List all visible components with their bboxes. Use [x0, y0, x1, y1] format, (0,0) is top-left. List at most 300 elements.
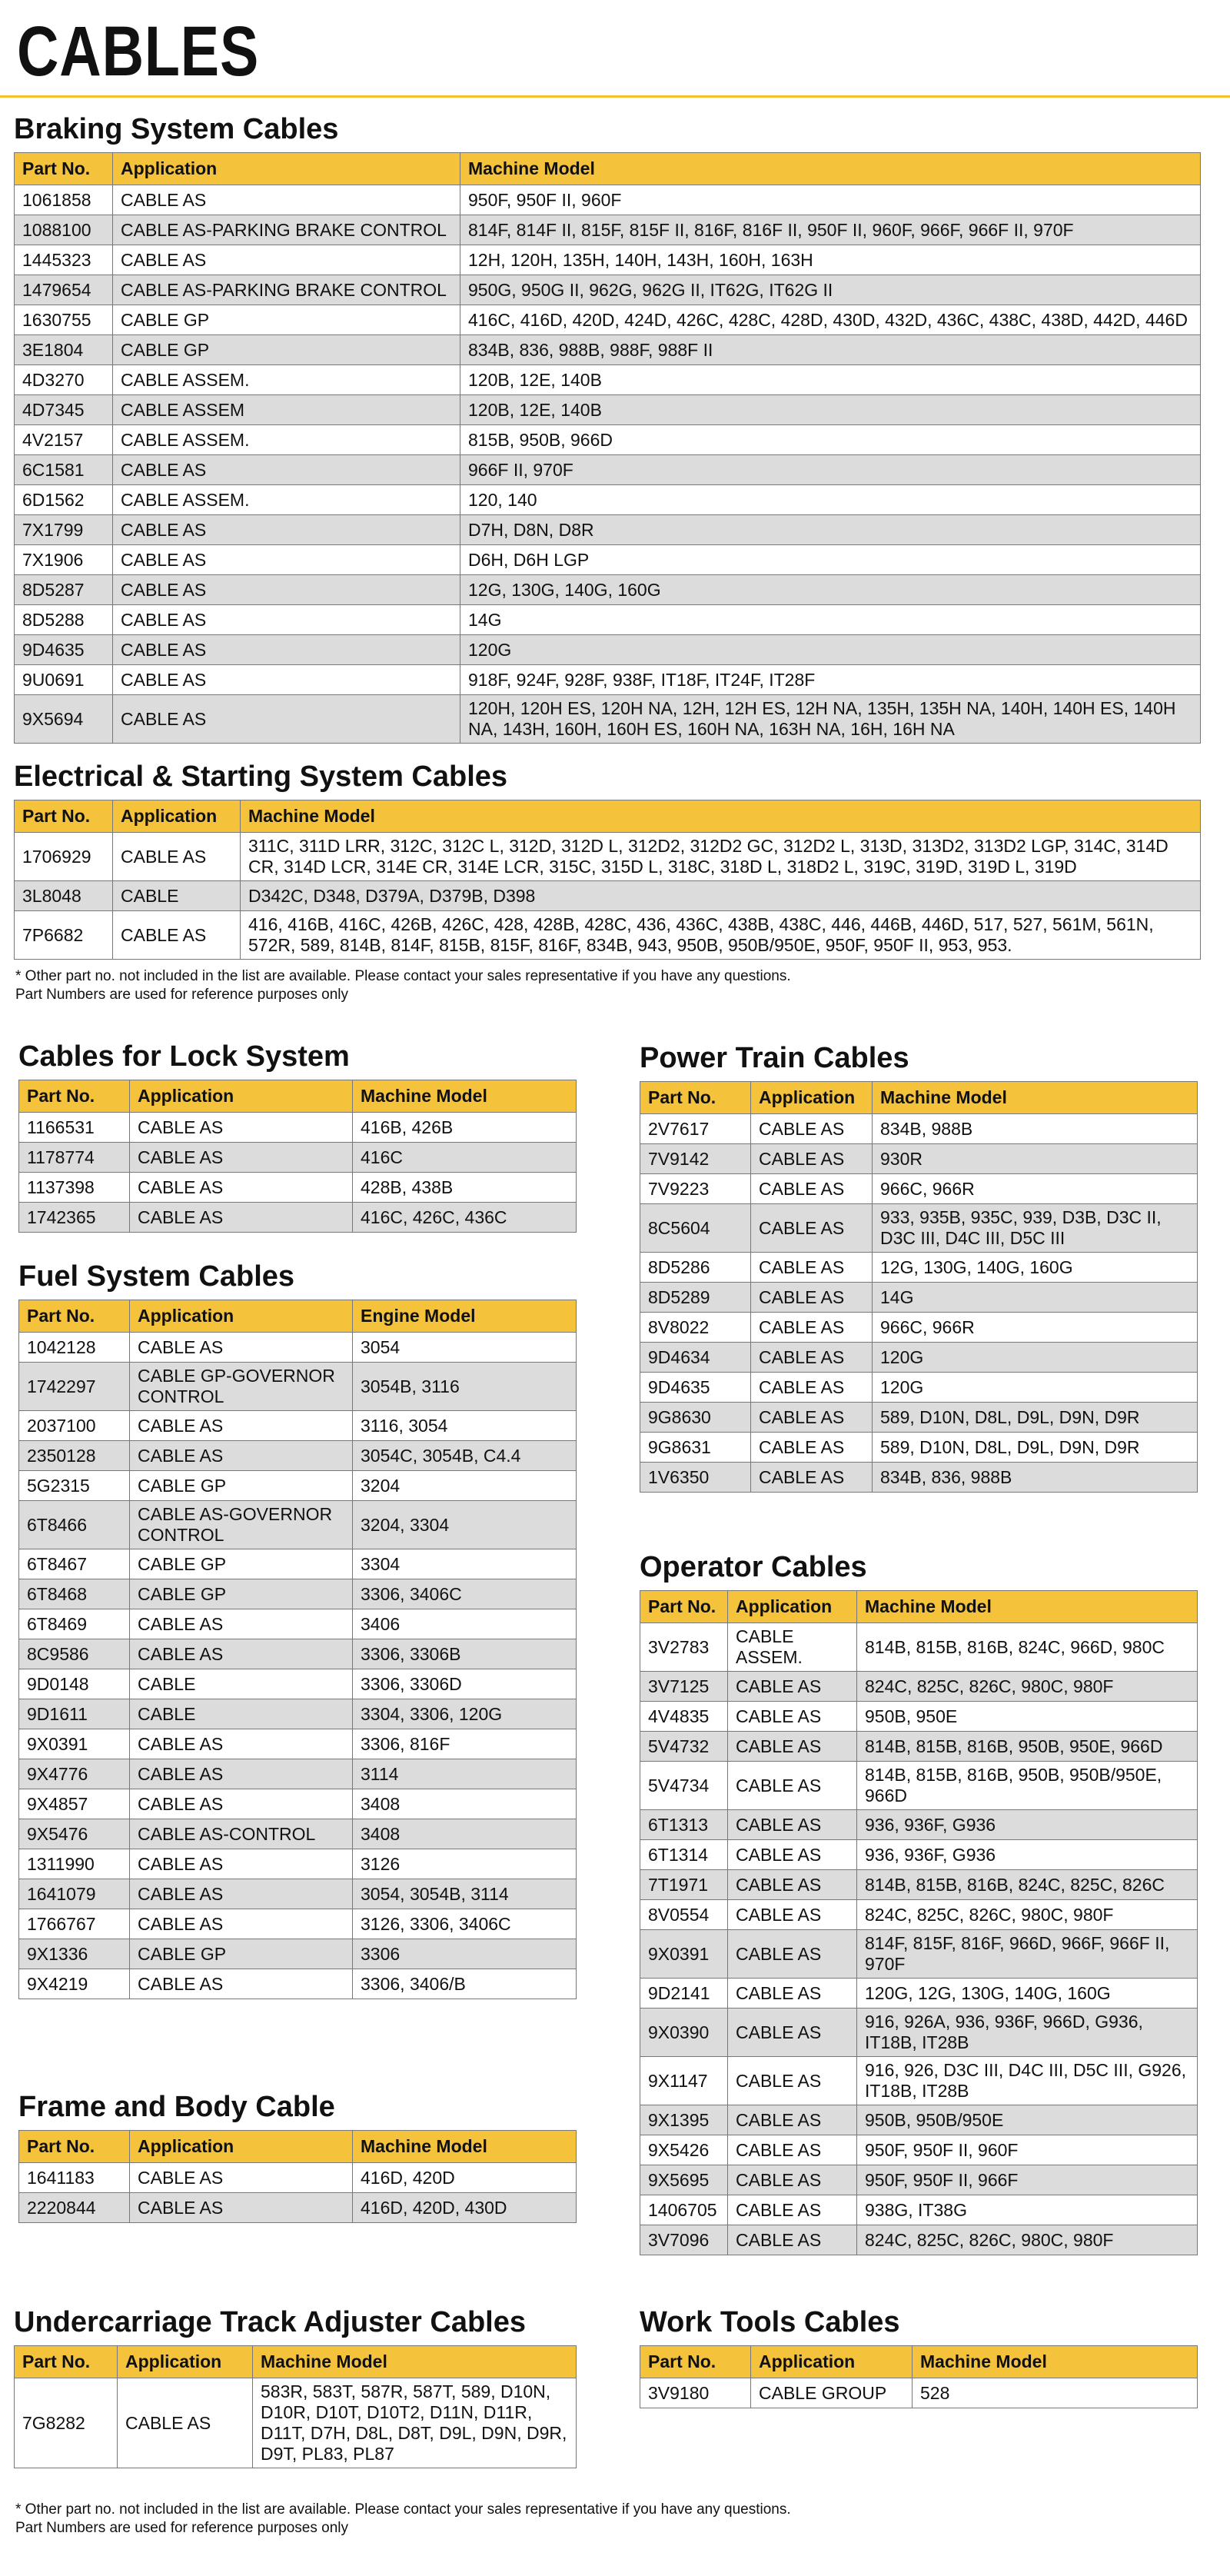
cell-application: CABLE AS: [751, 1174, 873, 1204]
cell-part-no: 7G8282: [15, 2378, 118, 2468]
table-row: [640, 1343, 1198, 1373]
header-part-no: Part No.: [640, 2346, 751, 2378]
cell-model: 416C, 416D, 420D, 424D, 426C, 428C, 428D, 430D, 432D, 436C, 438C, 438D, 442D, 446D: [460, 305, 1201, 335]
header-machine-model: Machine Model: [873, 1082, 1198, 1114]
header-application: Application: [113, 153, 460, 185]
cell-application: CABLE AS: [728, 1930, 857, 1979]
table-row: [15, 275, 1201, 305]
table-row: [19, 1143, 577, 1173]
table-row: [19, 1789, 577, 1819]
cell-model: 3116, 3054: [353, 1411, 577, 1441]
cell-model: 834B, 836, 988B, 988F, 988F II: [460, 335, 1201, 365]
cell-application: CABLE ASSEM.: [113, 365, 460, 395]
table-row: [19, 1639, 577, 1669]
cell-part-no: 9D1611: [19, 1699, 130, 1729]
cell-model: 916, 926, D3C III, D4C III, D5C III, G926, IT18B, IT28B: [857, 2057, 1198, 2105]
cell-model: 918F, 924F, 928F, 938F, IT18F, IT24F, IT28F: [460, 665, 1201, 695]
cell-model: 3054C, 3054B, C4.4: [353, 1441, 577, 1471]
cell-model: 3406: [353, 1609, 577, 1639]
table-row: [15, 455, 1201, 485]
cell-model: 12H, 120H, 135H, 140H, 143H, 160H, 163H: [460, 245, 1201, 275]
cell-part-no: 6T8468: [19, 1579, 130, 1609]
cell-part-no: 1061858: [15, 185, 113, 215]
cell-part-no: 4D7345: [15, 395, 113, 425]
cell-application: CABLE AS: [113, 455, 460, 485]
section-title: Operator Cables: [640, 1551, 867, 1583]
note-line-1: * Other part no. not included in the list are available. Please contact your sales representative if you have any questions.: [15, 2501, 791, 2518]
cell-part-no: 1311990: [19, 1849, 130, 1879]
cell-application: CABLE AS: [113, 911, 241, 960]
table-row: [640, 1403, 1198, 1433]
table-row: [19, 1579, 577, 1609]
header-part-no: Part No.: [15, 2346, 118, 2378]
table-row: [19, 1939, 577, 1969]
cell-part-no: 2350128: [19, 1441, 130, 1471]
cell-application: CABLE AS: [751, 1463, 873, 1493]
cell-model: 834B, 836, 988B: [873, 1463, 1198, 1493]
cell-model: 936, 936F, G936: [857, 1840, 1198, 1870]
cell-model: 814B, 815B, 816B, 950B, 950B/950E, 966D: [857, 1762, 1198, 1810]
cell-part-no: 8D5288: [15, 605, 113, 635]
section-title: Frame and Body Cable: [18, 2091, 335, 2123]
cell-application: CABLE AS: [130, 1609, 353, 1639]
cell-application: CABLE AS: [751, 1433, 873, 1463]
lock-table: [18, 1080, 577, 1233]
table-row: [640, 1840, 1198, 1870]
table-row: [19, 1879, 577, 1909]
cell-model: 814F, 815F, 816F, 966D, 966F, 966F II, 970F: [857, 1930, 1198, 1979]
table-row: [15, 395, 1201, 425]
section-undercarriage: [14, 2305, 577, 2468]
table-row: [640, 1463, 1198, 1493]
cell-part-no: 9X5476: [19, 1819, 130, 1849]
cell-application: CABLE AS: [728, 2225, 857, 2255]
cell-application: CABLE GP: [113, 335, 460, 365]
table-row: [640, 1762, 1198, 1810]
table-row: [19, 1699, 577, 1729]
cell-part-no: 9X0391: [19, 1729, 130, 1759]
table-row: [640, 1283, 1198, 1313]
table-row: [640, 1114, 1198, 1144]
table-row: [640, 1313, 1198, 1343]
cell-part-no: 4V4835: [640, 1702, 728, 1732]
table-row: [640, 1144, 1198, 1174]
cell-part-no: 9U0691: [15, 665, 113, 695]
cell-part-no: 9X4857: [19, 1789, 130, 1819]
cell-application: CABLE AS: [113, 695, 460, 744]
cell-part-no: 5G2315: [19, 1471, 130, 1501]
cell-part-no: 6T8467: [19, 1549, 130, 1579]
table-row: [19, 1549, 577, 1579]
table-row: [15, 575, 1201, 605]
table-row: [640, 1433, 1198, 1463]
table-row: [19, 1471, 577, 1501]
cell-model: 120B, 12E, 140B: [460, 365, 1201, 395]
cell-application: CABLE AS: [113, 833, 241, 881]
cell-part-no: 9X5694: [15, 695, 113, 744]
cell-part-no: 9G8631: [640, 1433, 751, 1463]
table-row: [15, 881, 1201, 911]
table-row: [19, 1759, 577, 1789]
cell-model: 930R: [873, 1144, 1198, 1174]
note-line-2: Part Numbers are used for reference purposes only: [15, 987, 348, 1003]
cell-part-no: 1166531: [19, 1113, 130, 1143]
header-application: Application: [130, 1080, 353, 1113]
cell-part-no: 9D2141: [640, 1979, 728, 2009]
table-row: [19, 1363, 577, 1411]
note-line-1: * Other part no. not included in the list are available. Please contact your sales representative if you have any questions.: [15, 968, 791, 984]
cell-application: CABLE AS: [751, 1114, 873, 1144]
cell-application: CABLE AS: [728, 2105, 857, 2135]
cell-model: 528: [913, 2378, 1198, 2408]
table-row: [640, 1979, 1198, 2009]
cell-part-no: 9G8630: [640, 1403, 751, 1433]
cell-application: CABLE AS: [113, 515, 460, 545]
section-frame: [18, 2090, 577, 2223]
cell-model: 3054: [353, 1333, 577, 1363]
cell-application: CABLE AS: [130, 1909, 353, 1939]
cell-application: CABLE AS: [728, 1762, 857, 1810]
table-row: [15, 635, 1201, 665]
cell-part-no: 7X1799: [15, 515, 113, 545]
cell-application: CABLE AS: [130, 1441, 353, 1471]
header-application: Application: [130, 1300, 353, 1333]
cell-application: CABLE AS: [130, 1879, 353, 1909]
cell-part-no: 1630755: [15, 305, 113, 335]
operator-table: [640, 1590, 1198, 2255]
table-row: [19, 1849, 577, 1879]
cell-model: 933, 935B, 935C, 939, D3B, D3C II, D3C III, D4C III, D5C III: [873, 1204, 1198, 1253]
table-row: [640, 1810, 1198, 1840]
cell-part-no: 1178774: [19, 1143, 130, 1173]
cell-application: CABLE: [113, 881, 241, 911]
cell-part-no: 1742365: [19, 1203, 130, 1233]
cell-application: CABLE: [130, 1669, 353, 1699]
cell-model: 3304, 3306, 120G: [353, 1699, 577, 1729]
section-title: Work Tools Cables: [640, 2306, 900, 2338]
cell-model: 814F, 814F II, 815F, 815F II, 816F, 816F II, 950F II, 960F, 966F, 966F II, 970F: [460, 215, 1201, 245]
table-row: [15, 665, 1201, 695]
table-row: [15, 365, 1201, 395]
cell-application: CABLE AS: [728, 1979, 857, 2009]
cell-part-no: 9X4776: [19, 1759, 130, 1789]
section-worktools: [640, 2305, 1198, 2408]
cell-model: 416C: [353, 1143, 577, 1173]
cell-application: CABLE AS: [751, 1403, 873, 1433]
header-application: Application: [751, 2346, 913, 2378]
cell-part-no: 3V9180: [640, 2378, 751, 2408]
cell-model: D7H, D8N, D8R: [460, 515, 1201, 545]
cell-application: CABLE GROUP: [751, 2378, 913, 2408]
cell-application: CABLE AS: [728, 1732, 857, 1762]
cell-model: 950G, 950G II, 962G, 962G II, IT62G, IT62G II: [460, 275, 1201, 305]
cell-application: CABLE AS: [130, 2193, 353, 2223]
cell-model: 814B, 815B, 816B, 824C, 966D, 980C: [857, 1623, 1198, 1672]
cell-model: 3054B, 3116: [353, 1363, 577, 1411]
cell-application: CABLE AS: [728, 1810, 857, 1840]
cell-part-no: 3V7125: [640, 1672, 728, 1702]
cell-model: 966F II, 970F: [460, 455, 1201, 485]
cell-part-no: 6D1562: [15, 485, 113, 515]
cell-application: CABLE GP: [130, 1939, 353, 1969]
cell-part-no: 1641079: [19, 1879, 130, 1909]
cell-model: 3126: [353, 1849, 577, 1879]
cell-application: CABLE AS: [113, 605, 460, 635]
table-row: [640, 1253, 1198, 1283]
cell-application: CABLE AS: [751, 1144, 873, 1174]
table-row: [19, 1819, 577, 1849]
cell-part-no: 1042128: [19, 1333, 130, 1363]
cell-model: 916, 926A, 936, 936F, 966D, G936, IT18B, IT28B: [857, 2009, 1198, 2057]
cell-model: 120B, 12E, 140B: [460, 395, 1201, 425]
cell-model: 814B, 815B, 816B, 824C, 825C, 826C: [857, 1870, 1198, 1900]
cell-part-no: 8C9586: [19, 1639, 130, 1669]
cell-model: 3054, 3054B, 3114: [353, 1879, 577, 1909]
header-part-no: Part No.: [19, 2131, 130, 2163]
table-row: [15, 545, 1201, 575]
cell-model: 14G: [460, 605, 1201, 635]
cell-part-no: 1445323: [15, 245, 113, 275]
cell-part-no: 9D4635: [15, 635, 113, 665]
cell-part-no: 6T8469: [19, 1609, 130, 1639]
cell-model: 3306, 3306B: [353, 1639, 577, 1669]
cell-part-no: 9X1147: [640, 2057, 728, 2105]
footnote-bottom: [15, 2501, 791, 2538]
cell-model: D342C, D348, D379A, D379B, D398: [241, 881, 1201, 911]
cell-application: CABLE AS: [130, 1411, 353, 1441]
cell-application: CABLE AS: [130, 1203, 353, 1233]
table-row: [640, 2057, 1198, 2105]
cell-application: CABLE AS: [130, 1759, 353, 1789]
header-application: Application: [728, 1591, 857, 1623]
cell-part-no: 8D5286: [640, 1253, 751, 1283]
cell-model: 3304: [353, 1549, 577, 1579]
cell-model: 814B, 815B, 816B, 950B, 950E, 966D: [857, 1732, 1198, 1762]
cell-model: 589, D10N, D8L, D9L, D9N, D9R: [873, 1433, 1198, 1463]
cell-application: CABLE AS: [751, 1343, 873, 1373]
page-title: CABLES: [17, 12, 260, 91]
header-part-no: Part No.: [15, 153, 113, 185]
table-row: [19, 1333, 577, 1363]
frame-table: [18, 2130, 577, 2223]
cell-application: CABLE AS: [118, 2378, 253, 2468]
cell-application: CABLE AS: [751, 1283, 873, 1313]
cell-application: CABLE AS: [113, 665, 460, 695]
cell-model: 120G, 12G, 130G, 140G, 160G: [857, 1979, 1198, 2009]
cell-model: 966C, 966R: [873, 1174, 1198, 1204]
cell-application: CABLE AS: [751, 1253, 873, 1283]
header-part-no: Part No.: [15, 800, 113, 833]
cell-part-no: 8D5287: [15, 575, 113, 605]
note-line-2: Part Numbers are used for reference purposes only: [15, 2520, 348, 2536]
cell-part-no: 7P6682: [15, 911, 113, 960]
cell-part-no: 6T8466: [19, 1501, 130, 1549]
section-title: Cables for Lock System: [18, 1040, 350, 1073]
table-row: [15, 911, 1201, 960]
cell-application: CABLE GP: [113, 305, 460, 335]
braking-table: [14, 152, 1201, 744]
table-row: [640, 2225, 1198, 2255]
cell-part-no: 4V2157: [15, 425, 113, 455]
table-row: [19, 1729, 577, 1759]
undercarriage-table: [14, 2345, 577, 2468]
cell-model: 3126, 3306, 3406C: [353, 1909, 577, 1939]
cell-application: CABLE AS: [728, 1900, 857, 1930]
table-row: [19, 1969, 577, 1999]
cell-application: CABLE AS: [728, 2135, 857, 2165]
section-braking: [14, 112, 1201, 744]
table-row: [640, 1930, 1198, 1979]
cell-application: CABLE AS: [728, 2195, 857, 2225]
cell-application: CABLE: [130, 1699, 353, 1729]
cell-model: 938G, IT38G: [857, 2195, 1198, 2225]
header-part-no: Part No.: [640, 1591, 728, 1623]
cell-part-no: 1406705: [640, 2195, 728, 2225]
cell-model: 824C, 825C, 826C, 980C, 980F: [857, 2225, 1198, 2255]
cell-part-no: 6T1314: [640, 1840, 728, 1870]
table-row: [15, 215, 1201, 245]
cell-part-no: 5V4732: [640, 1732, 728, 1762]
cell-application: CABLE GP: [130, 1579, 353, 1609]
cell-model: 834B, 988B: [873, 1114, 1198, 1144]
cell-model: 12G, 130G, 140G, 160G: [460, 575, 1201, 605]
cell-application: CABLE AS: [130, 2163, 353, 2193]
cell-part-no: 8V0554: [640, 1900, 728, 1930]
table-row: [19, 1113, 577, 1143]
table-row: [640, 1623, 1198, 1672]
footnote-top: [15, 967, 791, 1004]
cell-model: 416D, 420D: [353, 2163, 577, 2193]
cell-model: 416B, 426B: [353, 1113, 577, 1143]
worktools-table: [640, 2345, 1198, 2408]
electrical-table: [14, 800, 1201, 960]
cell-model: 120G: [460, 635, 1201, 665]
header-application: Application: [118, 2346, 253, 2378]
cell-application: CABLE AS: [130, 1113, 353, 1143]
cell-part-no: 3E1804: [15, 335, 113, 365]
fuel-table: [18, 1300, 577, 1999]
cell-application: CABLE ASSEM.: [113, 425, 460, 455]
header-application: Application: [130, 2131, 353, 2163]
header-part-no: Part No.: [640, 1082, 751, 1114]
cell-application: CABLE ASSEM.: [113, 485, 460, 515]
header-machine-model: Machine Model: [353, 1080, 577, 1113]
cell-application: CABLE AS: [728, 1840, 857, 1870]
table-row: [640, 2105, 1198, 2135]
cell-part-no: 1137398: [19, 1173, 130, 1203]
cell-part-no: 8C5604: [640, 1204, 751, 1253]
cell-part-no: 9D0148: [19, 1669, 130, 1699]
cell-model: 12G, 130G, 140G, 160G: [873, 1253, 1198, 1283]
cell-model: 14G: [873, 1283, 1198, 1313]
cell-application: CABLE ASSEM: [113, 395, 460, 425]
section-title: Power Train Cables: [640, 1042, 909, 1074]
table-row: [19, 1609, 577, 1639]
table-row: [640, 1174, 1198, 1204]
cell-part-no: 1742297: [19, 1363, 130, 1411]
table-row: [19, 1909, 577, 1939]
cell-model: 120H, 120H ES, 120H NA, 12H, 12H ES, 12H NA, 135H, 135H NA, 140H, 140H ES, 140H NA, 143H, 160H, 160H ES, 160H NA, 163H NA, 16H, 16H NA: [460, 695, 1201, 744]
header-machine-model: Machine Model: [241, 800, 1201, 833]
cell-application: CABLE AS: [728, 2057, 857, 2105]
cell-application: CABLE AS: [130, 1333, 353, 1363]
cell-part-no: 1641183: [19, 2163, 130, 2193]
cell-model: 3306, 3406/B: [353, 1969, 577, 1999]
cell-model: 583R, 583T, 587R, 587T, 589, D10N, D10R, D10T, D10T2, D11N, D11R, D11T, D7H, D8L, D8T, D9L, D9N, D9R, D9T, PL83, PL87: [253, 2378, 577, 2468]
cell-part-no: 1706929: [15, 833, 113, 881]
cell-part-no: 6C1581: [15, 455, 113, 485]
cell-application: CABLE AS: [113, 185, 460, 215]
cell-model: 416D, 420D, 430D: [353, 2193, 577, 2223]
cell-application: CABLE AS: [130, 1729, 353, 1759]
cell-application: CABLE AS: [130, 1173, 353, 1203]
cell-application: CABLE AS: [751, 1204, 873, 1253]
cell-application: CABLE AS: [130, 1969, 353, 1999]
cell-model: 950F, 950F II, 960F: [857, 2135, 1198, 2165]
cell-model: 3306: [353, 1939, 577, 1969]
table-row: [19, 2193, 577, 2223]
cell-part-no: 9X0391: [640, 1930, 728, 1979]
cell-application: CABLE AS: [728, 1672, 857, 1702]
cell-part-no: 3L8048: [15, 881, 113, 911]
cell-application: CABLE AS-GOVERNOR CONTROL: [130, 1501, 353, 1549]
cell-part-no: 8D5289: [640, 1283, 751, 1313]
header-application: Application: [113, 800, 241, 833]
cell-model: 3408: [353, 1789, 577, 1819]
cell-part-no: 1088100: [15, 215, 113, 245]
table-row: [15, 515, 1201, 545]
cell-application: CABLE AS: [130, 1639, 353, 1669]
cell-model: 824C, 825C, 826C, 980C, 980F: [857, 1900, 1198, 1930]
cell-part-no: 9X5426: [640, 2135, 728, 2165]
cell-application: CABLE AS: [113, 245, 460, 275]
cell-model: 936, 936F, G936: [857, 1810, 1198, 1840]
table-row: [640, 1204, 1198, 1253]
header-machine-model: Machine Model: [353, 2131, 577, 2163]
cell-application: CABLE AS: [728, 1870, 857, 1900]
cell-model: 3204, 3304: [353, 1501, 577, 1549]
table-row: [640, 1373, 1198, 1403]
cell-part-no: 9D4634: [640, 1343, 751, 1373]
table-row: [19, 1669, 577, 1699]
cell-part-no: 7X1906: [15, 545, 113, 575]
cell-model: 311C, 311D LRR, 312C, 312C L, 312D, 312D L, 312D2, 312D2 GC, 312D2 L, 313D, 313D2, 313D2 LGP, 314C, 314D CR, 314D LCR, 314E CR, 314E LCR, 315C, 315D L, 318C, 318D L, 318D2 L, 319C, 319D, 319D L, 319D: [241, 833, 1201, 881]
cell-part-no: 7V9142: [640, 1144, 751, 1174]
cell-part-no: 2V7617: [640, 1114, 751, 1144]
cell-part-no: 9X1336: [19, 1939, 130, 1969]
table-row: [15, 425, 1201, 455]
header-machine-model: Machine Model: [857, 1591, 1198, 1623]
cell-model: 120, 140: [460, 485, 1201, 515]
table-row: [15, 695, 1201, 744]
table-row: [19, 1501, 577, 1549]
table-row: [640, 1672, 1198, 1702]
table-row: [640, 1900, 1198, 1930]
cell-application: CABLE AS: [130, 1789, 353, 1819]
cell-part-no: 4D3270: [15, 365, 113, 395]
section-title: Electrical & Starting System Cables: [14, 760, 508, 793]
title-divider: [0, 95, 1230, 98]
cell-part-no: 6T1313: [640, 1810, 728, 1840]
cell-application: CABLE AS: [130, 1143, 353, 1173]
table-row: [640, 1870, 1198, 1900]
cell-application: CABLE GP: [130, 1549, 353, 1579]
section-title: Fuel System Cables: [18, 1260, 295, 1293]
cell-application: CABLE AS: [130, 1849, 353, 1879]
section-title: Undercarriage Track Adjuster Cables: [14, 2306, 526, 2338]
table-row: [15, 305, 1201, 335]
header-machine-model: Machine Model: [460, 153, 1201, 185]
